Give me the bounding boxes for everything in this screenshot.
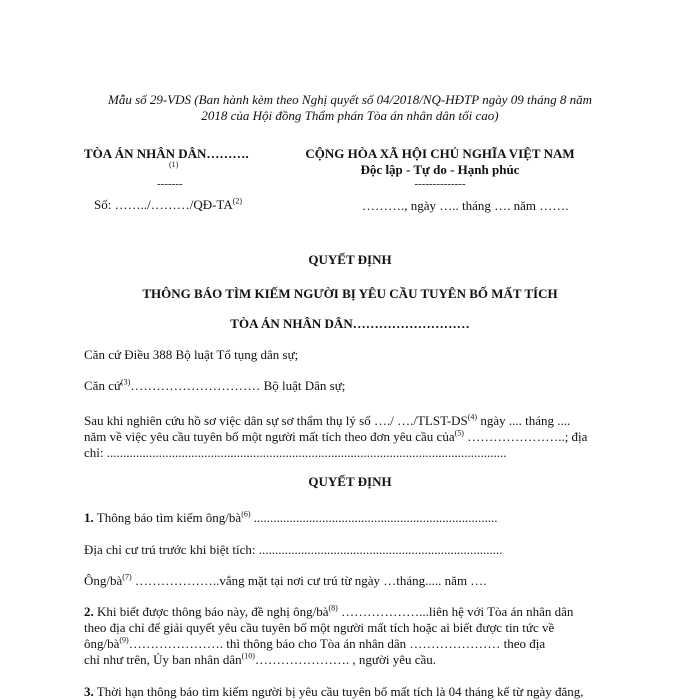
basis-3-line2 xyxy=(84,429,587,445)
basis-2-lead: Căn cứ xyxy=(84,378,122,393)
court-footnote: (1) xyxy=(169,160,179,169)
basis-3-line1 xyxy=(84,413,570,429)
item-2-footnote-9: (9) xyxy=(119,635,129,645)
decision-section-title: QUYẾT ĐỊNH xyxy=(308,474,392,489)
court-name: TÒA ÁN NHÂN DÂN………. xyxy=(84,146,249,161)
item-2-line4-text: …………………. , người yêu cầu. xyxy=(254,652,437,667)
issue-date: ………., ngày ….. tháng …. năm ……. xyxy=(362,198,569,213)
basis-3-line1-text: Sau khi nghiên cứu hồ sơ việc dân sự sơ thẩm thụ lý số …./ …./TLST-DS xyxy=(84,413,468,428)
item-2-line1-text: Khi biết được thông báo này, đề nghị ông/bà xyxy=(93,604,329,619)
item-3-text: Thời hạn thông báo tìm kiếm người bị yêu cầu tuyên bố mất tích là 04 tháng kể từ ngày đăng, xyxy=(93,684,584,699)
item-2-footnote-10: (10) xyxy=(241,651,255,661)
court-divider: ------- xyxy=(157,178,183,190)
decision-title: QUYẾT ĐỊNH xyxy=(308,252,392,267)
item-1-address: Địa chỉ cư trú trước khi biệt tích: ........................................................................... xyxy=(84,542,503,557)
form-note-line2: 2018 của Hội đồng Thẩm phán Tòa án nhân dân tối cao) xyxy=(201,108,499,123)
item-1-blank: ........................................................................... xyxy=(250,510,498,525)
basis-3-line2-text: năm về việc yêu cầu tuyên bố một người mất tích theo đơn yêu cầu của xyxy=(84,429,455,444)
decision-number-text: Số: ……../………/QĐ-TA xyxy=(94,197,233,212)
country-divider: -------------- xyxy=(414,178,466,190)
basis-3-line1-date: ngày .... tháng .... xyxy=(477,413,571,428)
basis-2 xyxy=(84,378,345,394)
item-1-footnote-7: (7) xyxy=(122,572,132,582)
item-1-absence-text: ………………..vắng mặt tại nơi cư trú từ ngày …tháng..... năm …. xyxy=(131,573,487,588)
basis-2-text: ………………………… Bộ luật Dân sự; xyxy=(130,378,346,393)
decision-number-footnote: (2) xyxy=(232,196,243,206)
basis-3-footnote-5: (5) xyxy=(454,428,464,438)
court-header xyxy=(84,146,249,162)
basis-3-footnote-4: (4) xyxy=(467,412,478,422)
basis-3-line2-end: …………………..; địa xyxy=(463,429,588,444)
item-1-number: 1. xyxy=(84,510,94,525)
court-title: TÒA ÁN NHÂN DÂN……………………… xyxy=(230,316,470,331)
decision-subject: THÔNG BÁO TÌM KIẾM NGƯỜI BỊ YÊU CẦU TUYÊN BỐ MẤT TÍCH xyxy=(142,286,558,301)
item-3-number: 3. xyxy=(84,684,94,699)
item-2-line3-lead: ông/bà xyxy=(84,636,120,651)
item-2-line4 xyxy=(84,652,436,668)
item-1-footnote: (6) xyxy=(241,509,251,519)
item-2-line1-end: ………………...liên hệ với Tòa án nhân dân xyxy=(337,604,574,619)
country-motto: Độc lập - Tự do - Hạnh phúc xyxy=(360,162,520,177)
item-2-line1 xyxy=(84,604,573,620)
form-note-line1: Mẫu số 29-VDS (Ban hành kèm theo Nghị quyết số 04/2018/NQ-HĐTP ngày 09 tháng 8 năm xyxy=(108,92,592,107)
item-2-footnote-8: (8) xyxy=(328,603,338,613)
item-2-line2: theo địa chỉ để giải quyết yêu cầu tuyên bố một người mất tích hoặc ai biết được tin tức về xyxy=(84,620,555,635)
item-2-line3 xyxy=(84,636,545,652)
item-1-absence xyxy=(84,573,487,589)
item-2-line4-lead: chỉ như trên, Ủy ban nhân dân xyxy=(84,652,242,667)
basis-1: Căn cứ Điều 388 Bộ luật Tố tụng dân sự; xyxy=(84,347,299,362)
item-2-line3-text: …………………. thì thông báo cho Tòa án nhân dân ………………… theo địa xyxy=(128,636,546,651)
basis-3-line3: chỉ: ........................................................................................................................... xyxy=(84,445,507,460)
item-1 xyxy=(84,510,498,526)
item-1-text: Thông báo tìm kiếm ông/bà xyxy=(93,510,242,525)
basis-2-footnote: (3) xyxy=(121,377,131,387)
item-1-absence-lead: Ông/bà xyxy=(84,573,123,588)
item-3-line1 xyxy=(84,684,583,700)
item-2-number: 2. xyxy=(84,604,94,619)
decision-number xyxy=(94,197,242,213)
country-name: CỘNG HÒA XÃ HỘI CHỦ NGHĨA VIỆT NAM xyxy=(305,146,575,161)
